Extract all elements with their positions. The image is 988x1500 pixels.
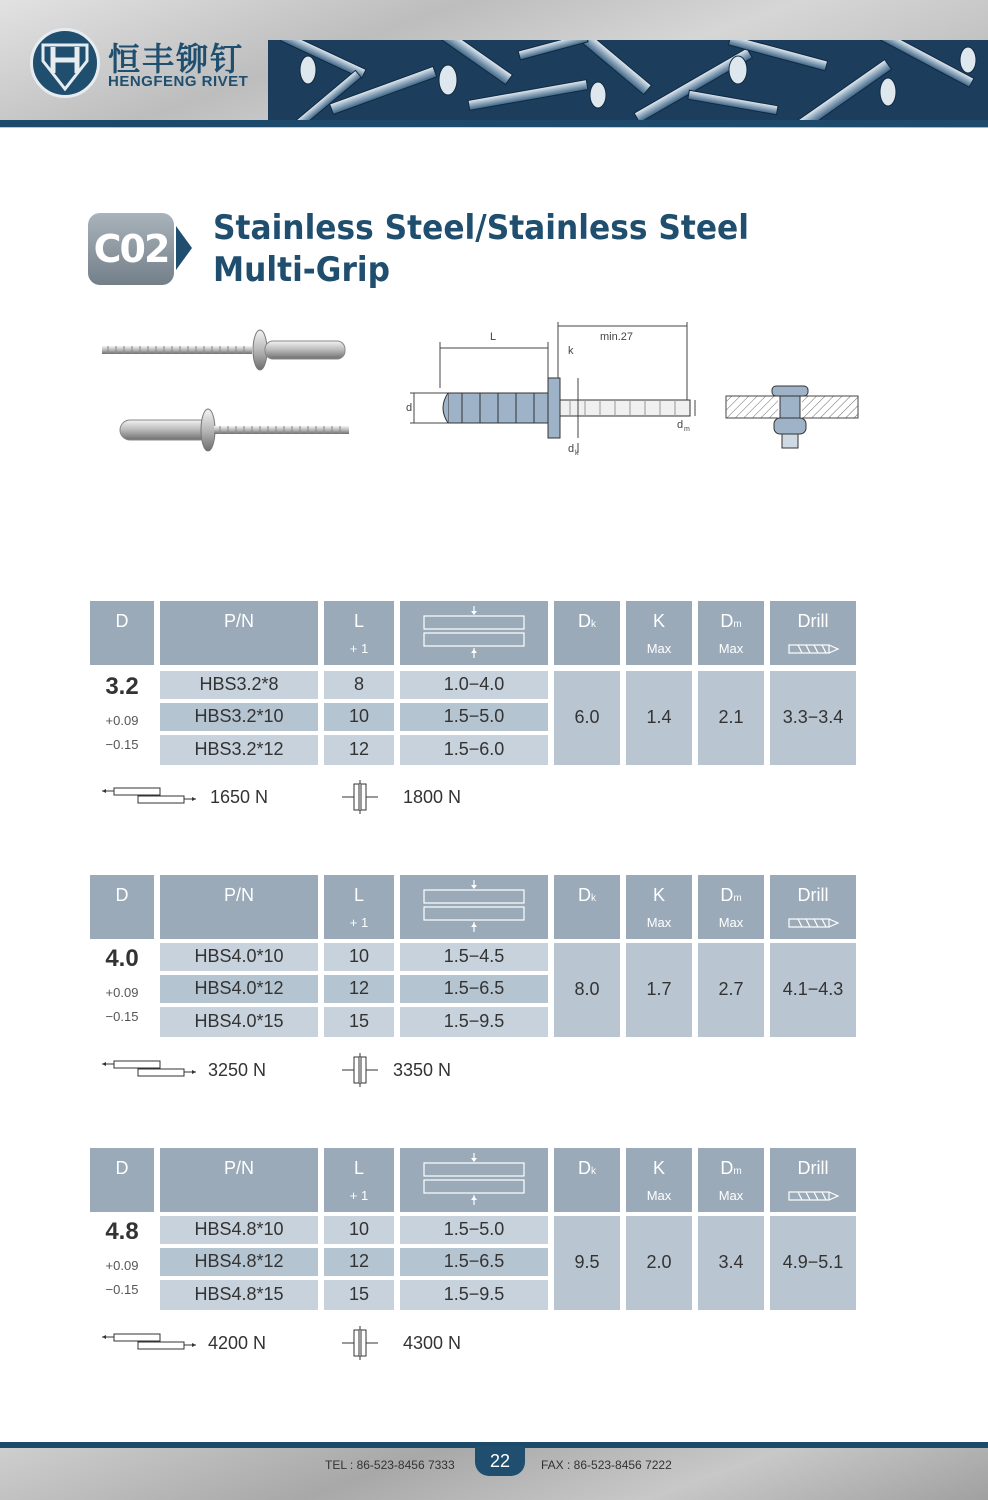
tolerance-plus: +0.09: [105, 713, 139, 728]
shear-force-value: 1650 N: [210, 787, 269, 807]
section-arrow-icon: [176, 226, 192, 270]
footer-fax: FAX : 86-523-8456 7222: [541, 1458, 672, 1472]
k-value-cell: 2.0: [626, 1216, 692, 1310]
dm-value-cell: 2.1: [698, 671, 764, 765]
col-header-k: K Max: [626, 1148, 692, 1212]
table-row-pn: HBS4.8*15: [160, 1280, 318, 1310]
table-row-l: 12: [324, 975, 394, 1003]
force-row-4-8: [100, 1324, 700, 1364]
page-footer: [0, 1442, 988, 1500]
shear-force-value: 3250 N: [208, 1060, 267, 1080]
tensile-force-value: 1800 N: [403, 787, 462, 807]
col-header-l: L + 1: [324, 601, 394, 665]
table-row-grip: 1.5−9.5: [400, 1007, 548, 1037]
table-row-pn: HBS4.0*12: [160, 975, 318, 1003]
shear-force-value: 4200 N: [208, 1333, 267, 1353]
col-header-k: K Max: [626, 875, 692, 939]
table-row-pn: HBS4.8*10: [160, 1216, 318, 1244]
table-row-grip: 1.5−9.5: [400, 1280, 548, 1310]
col-header-d: D: [90, 601, 154, 665]
table-row-l: 10: [324, 943, 394, 971]
table-row-grip: 1.5−5.0: [400, 1216, 548, 1244]
brand-logo-icon: [30, 28, 100, 98]
brand-name-en: HENGFENG RIVET: [108, 73, 249, 90]
section-title-line2: Multi-Grip: [213, 250, 390, 290]
tolerance-minus: −0.15: [105, 737, 139, 752]
table-row-pn: HBS3.2*8: [160, 671, 318, 699]
col-header-pn: P/N: [160, 1148, 318, 1212]
col-header-pn: P/N: [160, 875, 318, 939]
table-row-l: 15: [324, 1280, 394, 1310]
tensile-force-icon: [340, 1053, 380, 1087]
col-header-dk: Dk: [554, 601, 620, 665]
tolerance-plus: +0.09: [105, 985, 139, 1000]
shear-force-icon: [100, 1332, 200, 1352]
page-number: 22: [475, 1446, 525, 1476]
table-row-grip: 1.5−6.5: [400, 1248, 548, 1276]
tolerance-minus: −0.15: [105, 1282, 139, 1297]
rivet-dimension-drawing: [400, 318, 700, 460]
table-row-grip: 1.5−6.5: [400, 975, 548, 1003]
spec-table-4-8: [90, 1148, 856, 1310]
col-header-k: K Max: [626, 601, 692, 665]
section-title: [213, 207, 749, 291]
force-row-4-0: [100, 1051, 700, 1091]
dim-label-dm: d: [677, 419, 684, 431]
rivet-installed-drawing: [722, 380, 862, 454]
drill-bit-icon: [788, 643, 840, 655]
dk-value-cell: 6.0: [554, 671, 620, 765]
table-row-pn: HBS4.0*15: [160, 1007, 318, 1037]
col-header-dk: Dk: [554, 1148, 620, 1212]
diameter-value: 4.0: [105, 945, 139, 972]
table-row-grip: 1.0−4.0: [400, 671, 548, 699]
col-header-d: D: [90, 875, 154, 939]
col-header-dk: Dk: [554, 875, 620, 939]
rivet-photo: [100, 325, 355, 460]
dim-label-d: d: [406, 402, 413, 414]
tensile-force-value: 4300 N: [403, 1333, 462, 1353]
table-row-pn: HBS3.2*12: [160, 735, 318, 765]
table-row-l: 15: [324, 1007, 394, 1037]
spec-table-3-2: [90, 601, 856, 765]
table-row-grip: 1.5−6.0: [400, 735, 548, 765]
drill-value-cell: 4.1−4.3: [770, 943, 856, 1037]
table-row-grip: 1.5−5.0: [400, 703, 548, 731]
dm-value-cell: 2.7: [698, 943, 764, 1037]
tolerance-minus: −0.15: [105, 1009, 139, 1024]
dk-value-cell: 8.0: [554, 943, 620, 1037]
shear-force-icon: [100, 1059, 200, 1079]
dim-label-dk-sub: k: [575, 450, 579, 457]
drill-value-cell: 3.3−3.4: [770, 671, 856, 765]
col-header-dm: Dm Max: [698, 875, 764, 939]
section-code-badge: C02: [88, 213, 174, 285]
table-row-l: 10: [324, 703, 394, 731]
table-row-grip: 1.5−4.5: [400, 943, 548, 971]
header-divider: [0, 120, 988, 127]
diameter-cell: [90, 671, 154, 765]
col-header-pn: P/N: [160, 601, 318, 665]
table-row-pn: HBS4.8*12: [160, 1248, 318, 1276]
col-header-grip-icon: [400, 601, 548, 665]
dim-label-dm-sub: m: [684, 426, 690, 433]
col-header-drill: Drill: [770, 601, 856, 665]
force-row-3-2: [100, 778, 700, 818]
drill-bit-icon: [788, 917, 840, 929]
rivets-banner-image: [268, 40, 988, 120]
k-value-cell: 1.4: [626, 671, 692, 765]
section-title-line1: Stainless Steel/Stainless Steel: [213, 208, 749, 248]
col-header-drill: Drill: [770, 1148, 856, 1212]
tensile-force-value: 3350 N: [393, 1060, 452, 1080]
drill-value-cell: 4.9−5.1: [770, 1216, 856, 1310]
col-header-drill: Drill: [770, 875, 856, 939]
table-row-pn: HBS3.2*10: [160, 703, 318, 731]
col-header-d: D: [90, 1148, 154, 1212]
tensile-force-icon: [340, 1326, 380, 1360]
diameter-cell: [90, 943, 154, 1037]
col-header-l: L + 1: [324, 875, 394, 939]
diameter-value: 3.2: [105, 673, 139, 700]
table-row-pn: HBS4.0*10: [160, 943, 318, 971]
col-header-dm: Dm Max: [698, 1148, 764, 1212]
drill-bit-icon: [788, 1190, 840, 1202]
k-value-cell: 1.7: [626, 943, 692, 1037]
dim-label-dk: d: [568, 443, 575, 455]
col-header-dm: Dm Max: [698, 601, 764, 665]
table-row-l: 12: [324, 735, 394, 765]
footer-tel: TEL : 86-523-8456 7333: [325, 1458, 455, 1472]
table-row-l: 10: [324, 1216, 394, 1244]
tolerance-plus: +0.09: [105, 1258, 139, 1273]
dm-value-cell: 3.4: [698, 1216, 764, 1310]
dim-label-min: min.27: [600, 331, 634, 343]
spec-table-4-0: [90, 875, 856, 1037]
table-row-l: 8: [324, 671, 394, 699]
brand-name-cn: 恒丰铆钉: [108, 41, 245, 77]
dk-value-cell: 9.5: [554, 1216, 620, 1310]
shear-force-icon: [100, 786, 200, 806]
table-row-l: 12: [324, 1248, 394, 1276]
page-header: [0, 0, 988, 128]
col-header-grip-icon: [400, 875, 548, 939]
diameter-value: 4.8: [105, 1218, 139, 1245]
tensile-force-icon: [340, 780, 380, 814]
col-header-l: L + 1: [324, 1148, 394, 1212]
dim-label-L: L: [490, 331, 497, 343]
col-header-grip-icon: [400, 1148, 548, 1212]
diameter-cell: [90, 1216, 154, 1310]
dim-label-k: k: [568, 345, 574, 357]
